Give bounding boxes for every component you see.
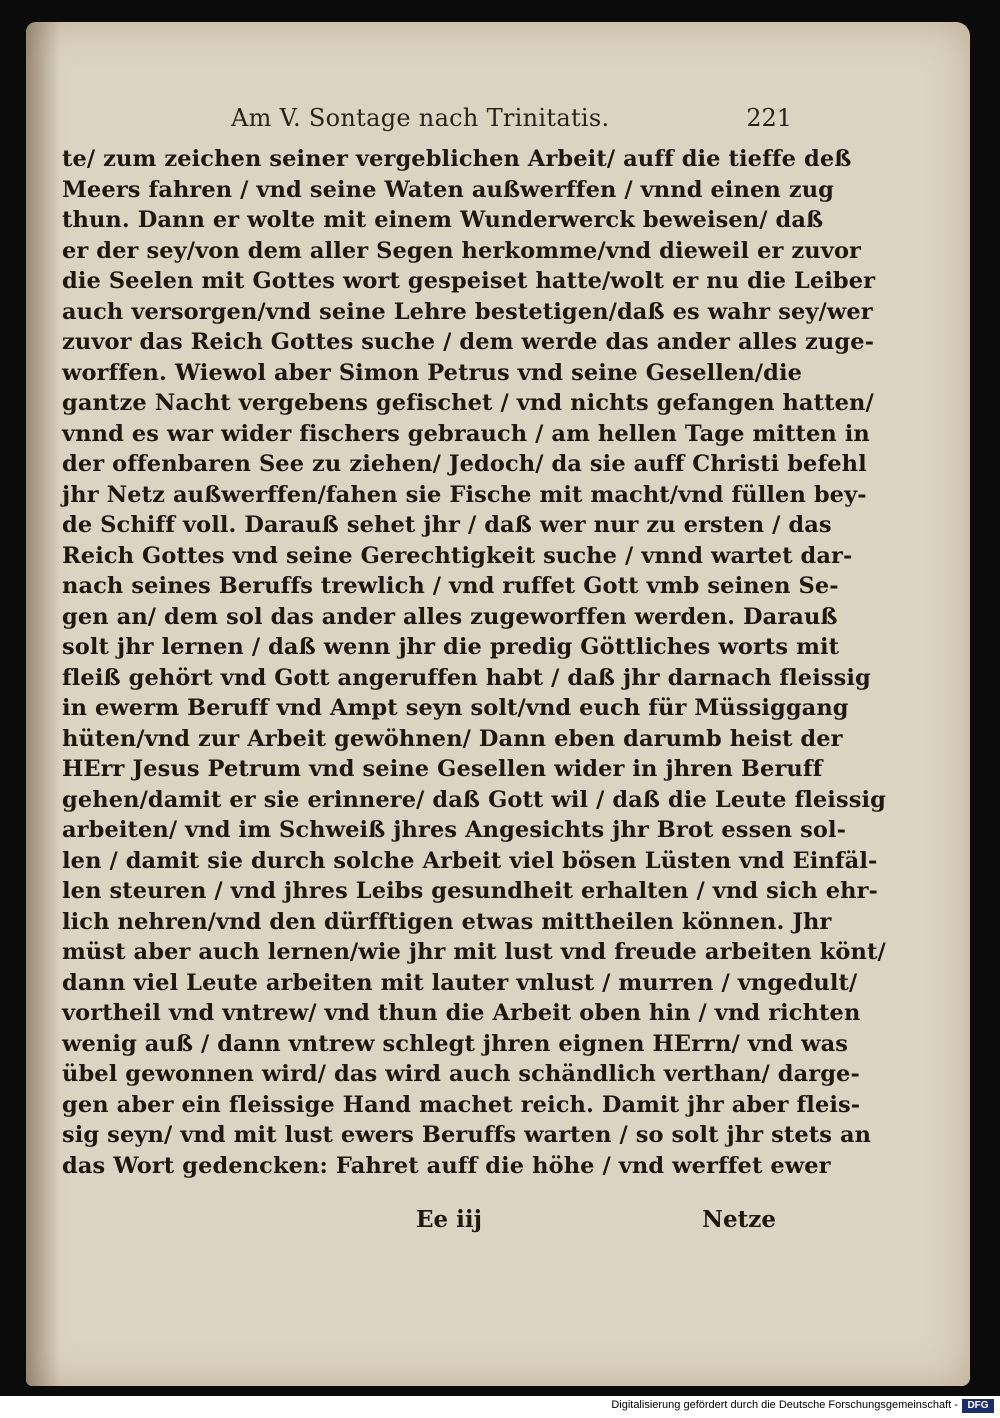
text-line: thun. Dann er wolte mit einem Wunderwerck beweisen/ daß [62, 207, 824, 233]
page-number: 221 [746, 104, 792, 132]
text-line: jhr Netz außwerffen/fahen sie Fische mit macht/vnd füllen bey- [62, 481, 867, 508]
text-line: gen aber ein fleissige Hand machet reich. Damit jhr aber fleis- [62, 1091, 861, 1118]
text-line: die Seelen mit Gottes wort gespeiset hatte/wolt er nu die Leiber [62, 268, 876, 294]
text-line: der offenbaren See zu ziehen/ Jedoch/ da sie auff Christi befehl [62, 451, 867, 477]
text-line: nach seines Beruffs trewlich / vnd ruffet Gott vmb seinen Se- [62, 573, 839, 599]
text-line: das Wort gedencken: Fahret auff die höhe / vnd werffet ewer [62, 1152, 831, 1179]
text-line: müst aber auch lernen/wie jhr mit lust vnd freude arbeiten könt/ [62, 939, 886, 965]
text-line: vnnd es war wider fischers gebrauch / am hellen Tage mitten in [62, 420, 870, 447]
book-page [26, 22, 970, 1386]
text-line: dann viel Leute arbeiten mit lauter vnlust / murren / vngedult/ [62, 969, 858, 996]
text-line: Meers fahren / vnd seine Waten außwerffen / vnnd einen zug [62, 176, 834, 203]
digitization-credit-bar [0, 1396, 1000, 1418]
text-line: er der sey/von dem aller Segen herkomme/vnd dieweil er zuvor [62, 237, 862, 264]
text-line: sig seyn/ vnd mit lust ewers Beruffs warten / so solt jhr stets an [62, 1122, 872, 1148]
text-line: HErr Jesus Petrum vnd seine Gesellen wider in jhren Beruff [62, 756, 823, 782]
text-line: de Schiff voll. Darauß sehet jhr / daß wer nur zu ersten / das [62, 512, 832, 538]
text-line: übel gewonnen wird/ das wird auch schändlich verthan/ darge- [62, 1061, 860, 1087]
text-line: solt jhr lernen / daß wenn jhr die predig Göttliches worts mit [62, 634, 840, 660]
digitization-credit-text: Digitalisierung gefördert durch die Deutsche Forschungsgemeinschaft - [611, 1399, 958, 1411]
text-line: worffen. Wiewol aber Simon Petrus vnd seine Gesellen/die [62, 359, 803, 386]
text-line: auch versorgen/vnd seine Lehre bestetigen/daß es wahr sey/wer [62, 298, 873, 325]
body-text [62, 144, 886, 1181]
text-line: gantze Nacht vergebens gefischet / vnd nichts gefangen hatten/ [62, 390, 874, 416]
text-line: gehen/damit er sie erinnere/ daß Gott wil / daß die Leute fleissig [62, 786, 886, 813]
text-line: gen an/ dem sol das ander alles zugeworffen werden. Darauß [62, 603, 838, 630]
text-line: hüten/vnd zur Arbeit gewöhnen/ Dann eben darumb heist der [62, 725, 843, 752]
text-line: zuvor das Reich Gottes suche / dem werde das ander alles zuge- [62, 329, 875, 355]
text-line: len steuren / vnd jhres Leibs gesundheit erhalten / vnd sich ehr- [62, 878, 878, 904]
text-line: fleiß gehört vnd Gott angeruffen habt / daß jhr darnach fleissig [62, 664, 871, 691]
page-gutter-shadow [26, 22, 60, 1386]
dfg-logo: DFG [962, 1399, 994, 1413]
text-line: in ewerm Beruff vnd Ampt seyn solt/vnd euch für Müssiggang [62, 695, 849, 721]
text-line: te/ zum zeichen seiner vergeblichen Arbeit/ auff die tieffe deß [62, 146, 852, 172]
text-line: vortheil vnd vntrew/ vnd thun die Arbeit oben hin / vnd richten [62, 1000, 861, 1026]
text-line: lich nehren/vnd den dürfftigen etwas mittheilen können. Jhr [62, 908, 832, 935]
text-line: Reich Gottes vnd seine Gerechtigkeit suche / vnnd wartet dar- [62, 542, 853, 569]
text-line: wenig auß / dann vntrew schlegt jhren eignen HErrn/ vnd was [62, 1030, 849, 1057]
catchword: Netze [702, 1206, 776, 1233]
running-head [26, 104, 970, 138]
text-line: len / damit sie durch solche Arbeit viel bösen Lüsten vnd Einfäl- [62, 847, 878, 874]
signature-mark: Ee iij [416, 1206, 482, 1233]
text-line: arbeiten/ vnd im Schweiß jhres Angesichts jhr Brot essen sol- [62, 817, 847, 843]
running-head-title: Am V. Sontage nach Trinitatis. [231, 104, 610, 132]
